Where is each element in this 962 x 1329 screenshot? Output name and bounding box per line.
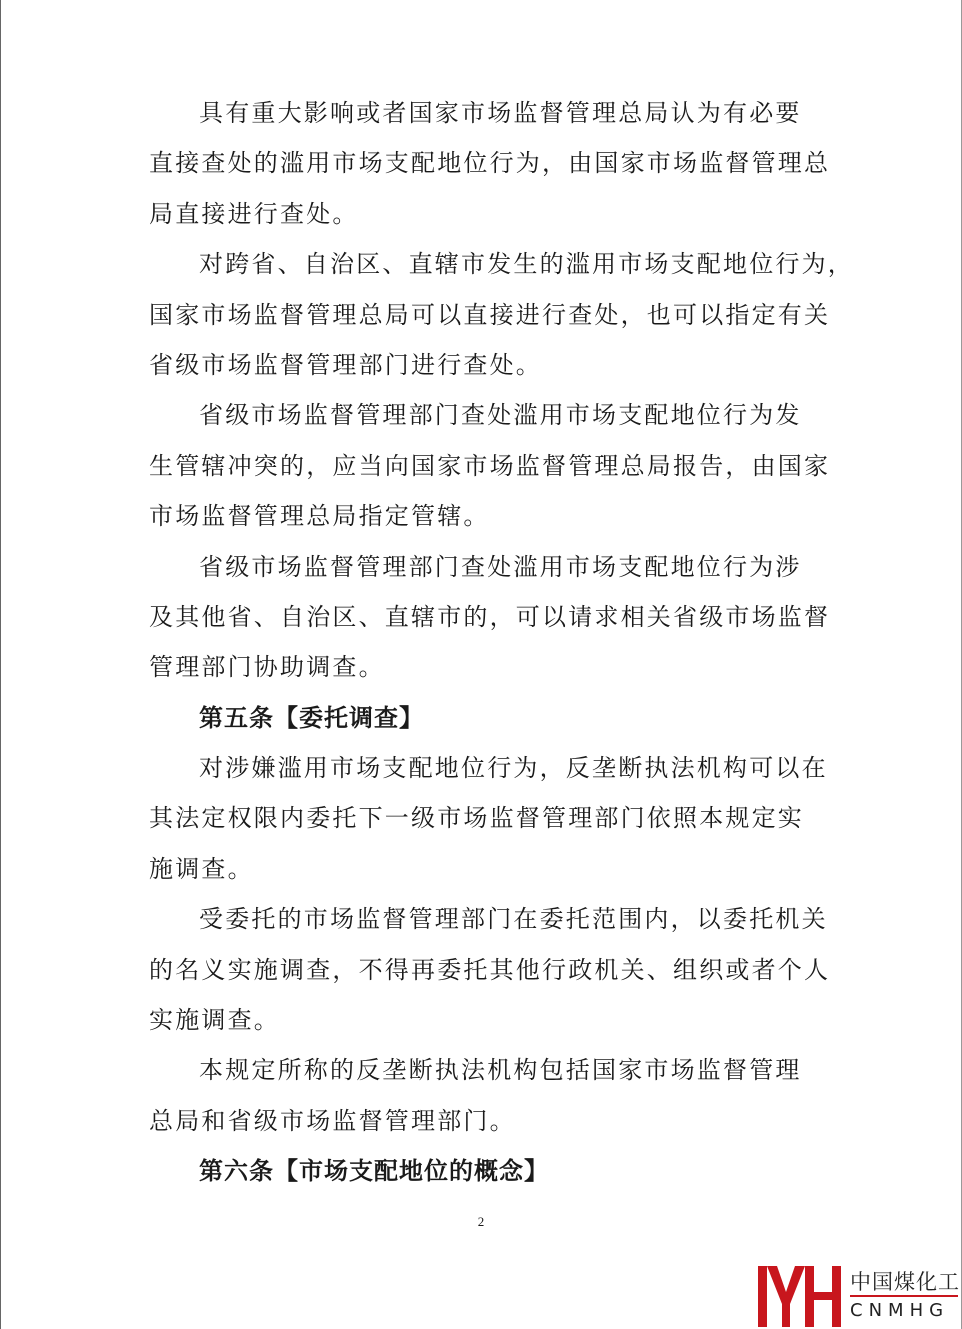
- text-line: 总局和省级市场监督管理部门。: [149, 1106, 516, 1135]
- text-line: 市场监督管理总局指定管辖。: [149, 502, 490, 531]
- cnmhg-logo-icon: [756, 1262, 846, 1329]
- text-line: 直接查处的滥用市场支配地位行为，由国家市场监督管理总: [149, 149, 831, 178]
- text-line: 施调查。: [149, 854, 254, 883]
- logo-english-text: CNMHG: [850, 1300, 950, 1321]
- text-line: 局直接进行查处。: [149, 199, 359, 228]
- page-number: 2: [477, 1214, 485, 1229]
- article-heading-6: 第六条【市场支配地位的概念】: [199, 1157, 549, 1186]
- text-line: 具有重大影响或者国家市场监督管理总局认为有必要: [199, 99, 802, 127]
- text-line: 其法定权限内委托下一级市场监督管理部门依照本规定实: [149, 804, 804, 833]
- logo-chinese-text: 中国煤化工: [850, 1270, 960, 1294]
- watermark-logo: [756, 1262, 962, 1329]
- text-line: 的名义实施调查，不得再委托其他行政机关、组织或者个人: [149, 955, 831, 984]
- text-line: 对跨省、自治区、直辖市发生的滥用市场支配地位行为，: [199, 250, 854, 279]
- logo-divider: [850, 1295, 958, 1297]
- text-line: 本规定所称的反垄断执法机构包括国家市场监督管理: [199, 1056, 802, 1085]
- text-line: 受委托的市场监督管理部门在委托范围内，以委托机关: [199, 905, 828, 934]
- text-line: 实施调查。: [149, 1006, 280, 1035]
- text-line: 管理部门协助调查。: [149, 653, 385, 682]
- text-line: 省级市场监督管理部门进行查处。: [149, 350, 542, 379]
- text-line: 对涉嫌滥用市场支配地位行为，反垄断执法机构可以在: [199, 754, 828, 783]
- text-line: 省级市场监督管理部门查处滥用市场支配地位行为发: [199, 401, 802, 430]
- page-edge-left: [0, 0, 1, 1329]
- text-line: 及其他省、自治区、直辖市的，可以请求相关省级市场监督: [149, 602, 831, 631]
- article-heading-5: 第五条【委托调查】: [199, 703, 424, 732]
- text-line: 国家市场监督管理总局可以直接进行查处，也可以指定有关: [149, 300, 831, 329]
- document-body: [149, 88, 854, 1197]
- text-line: 生管辖冲突的，应当向国家市场监督管理总局报告，由国家: [149, 451, 831, 480]
- text-line: 省级市场监督管理部门查处滥用市场支配地位行为涉: [199, 552, 802, 581]
